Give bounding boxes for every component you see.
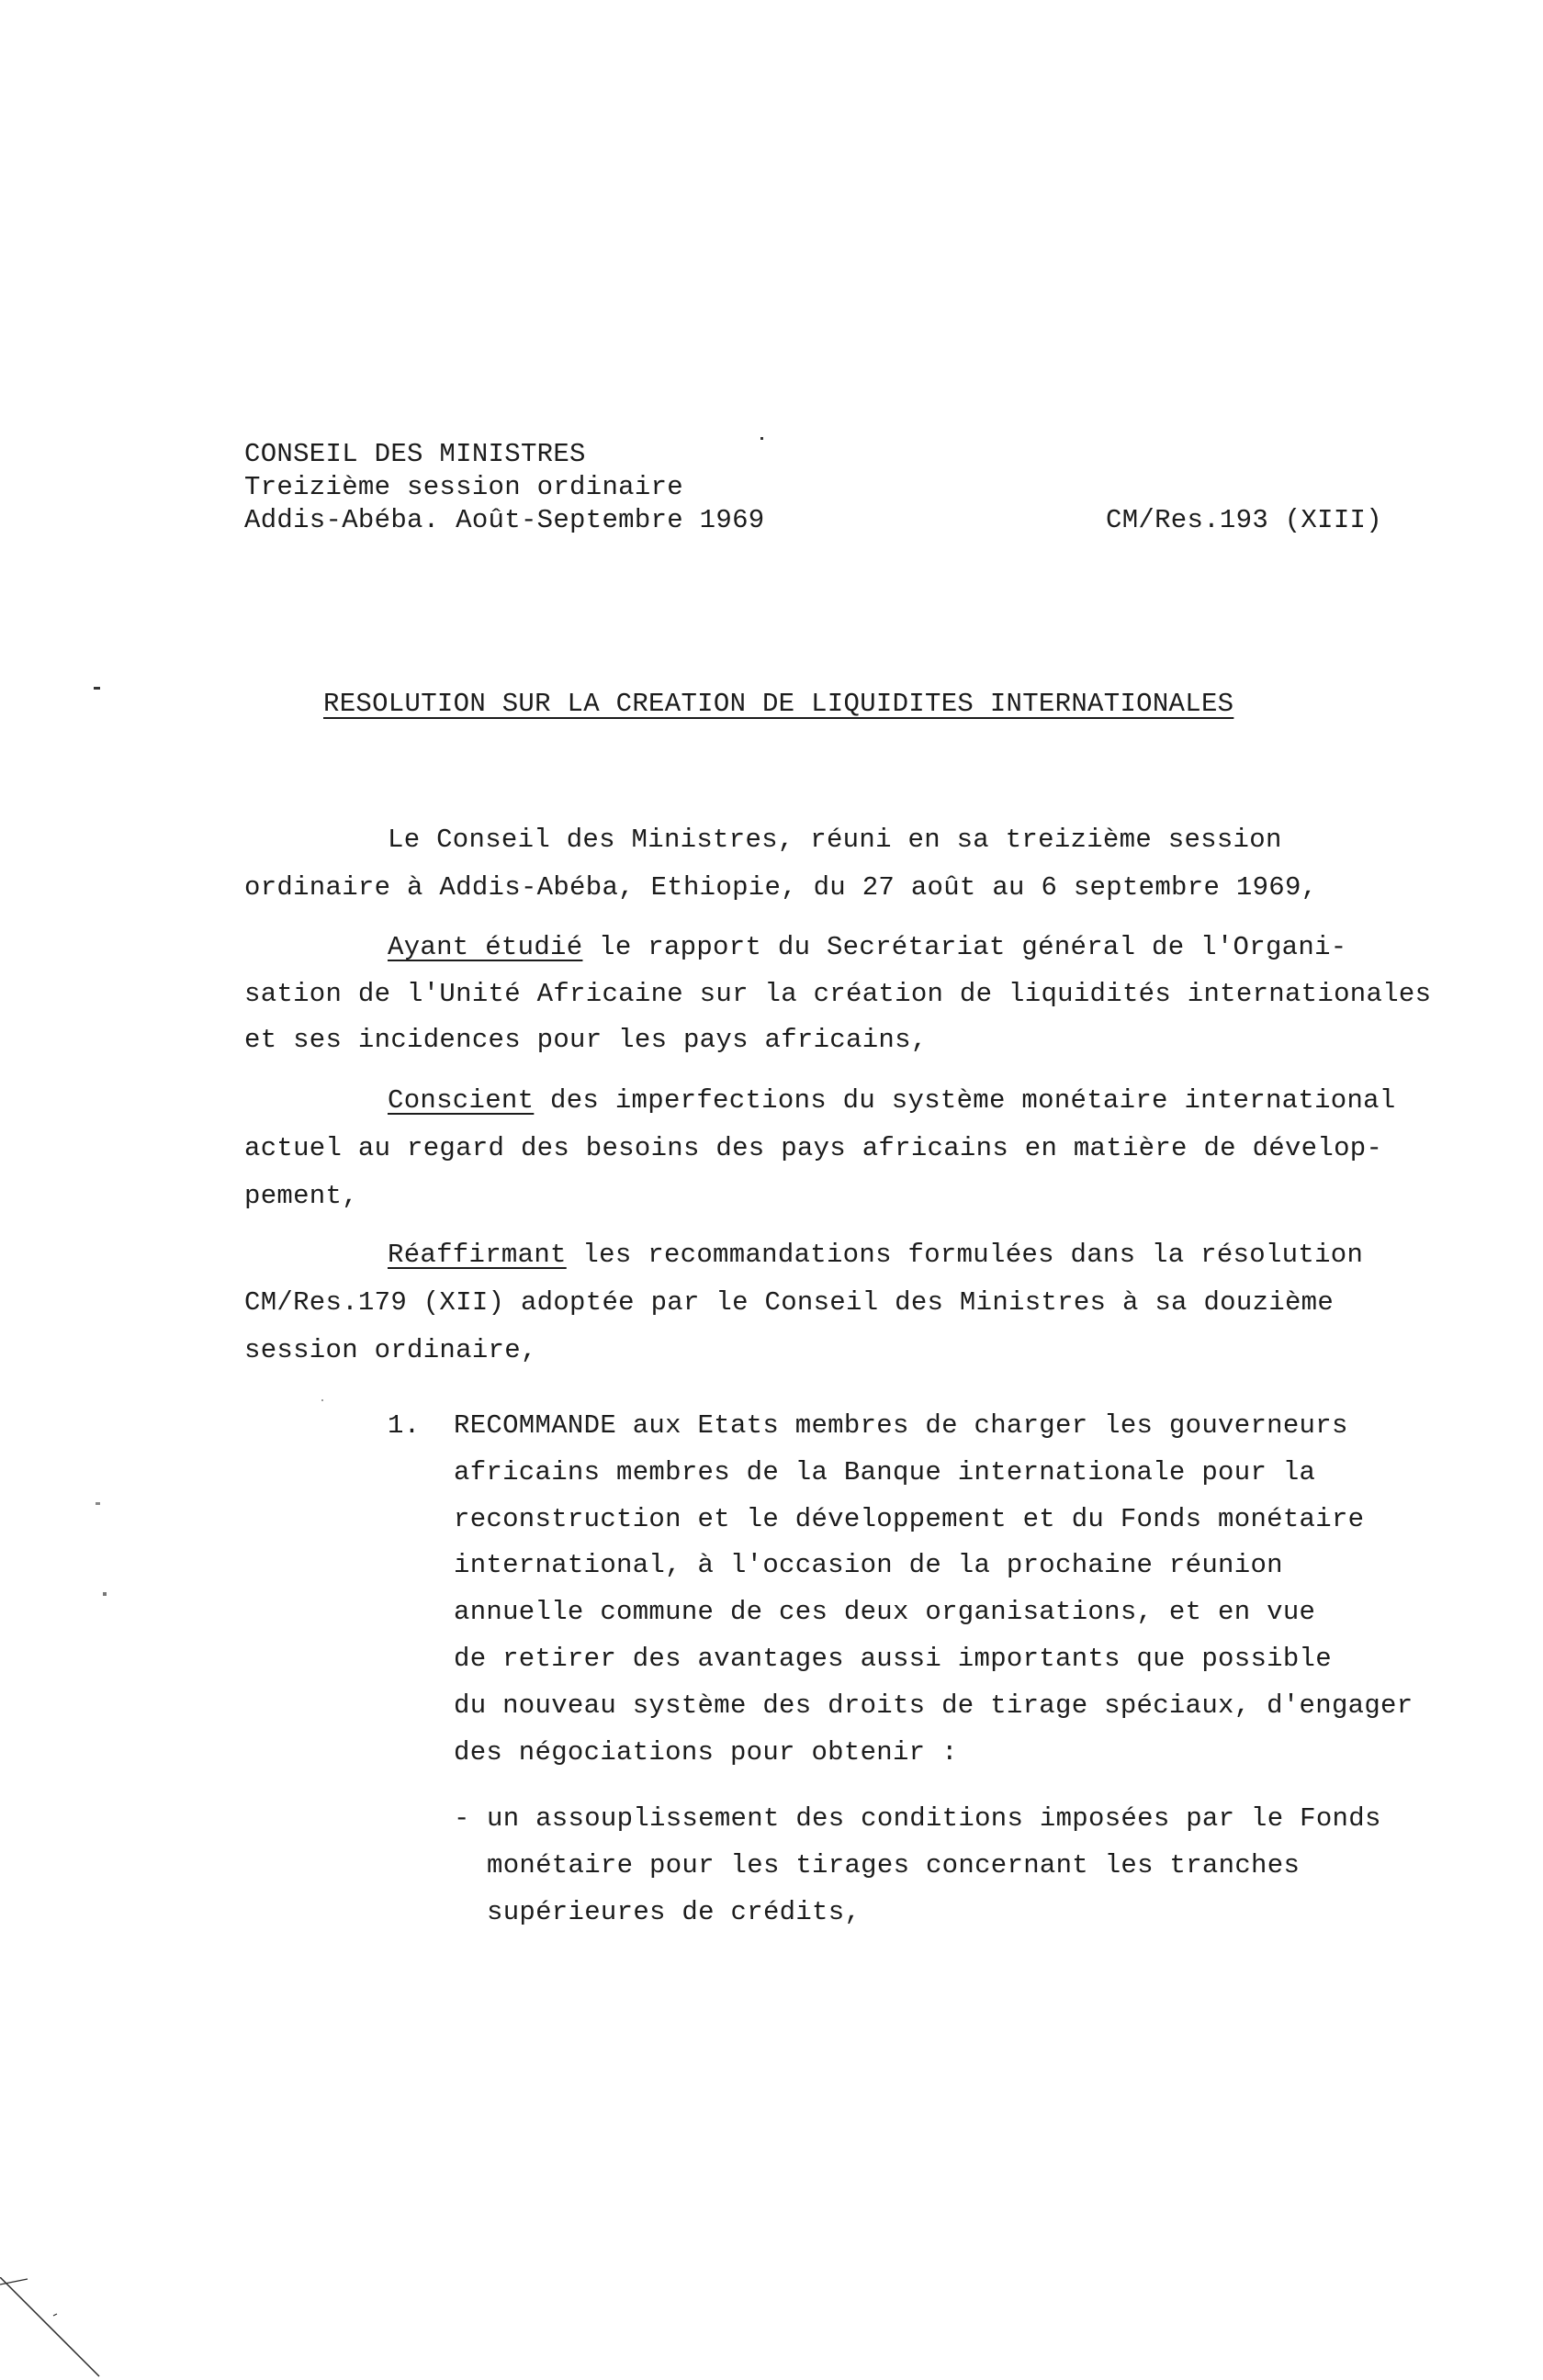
preamble-p1-line2: ordinaire à Addis-Abéba, Ethiopie, du 27 août au 6 septembre 1969, bbox=[244, 872, 1318, 903]
scan-edge-mark bbox=[0, 2277, 110, 2380]
council-name: CONSEIL DES MINISTRES bbox=[244, 439, 586, 469]
preamble-p4-lead: Réaffirmant bbox=[388, 1240, 567, 1270]
preamble-p4-line2: CM/Res.179 (XII) adoptée par le Conseil des Ministres à sa douzième bbox=[244, 1287, 1335, 1318]
session-name: Treizième session ordinaire bbox=[244, 472, 683, 502]
preamble-p4-line1-rest: les recommandations formulées dans la résolution bbox=[566, 1240, 1364, 1270]
operative-item-line: du nouveau système des droits de tirage spéciaux, d'engager bbox=[454, 1690, 1413, 1721]
scan-speck bbox=[321, 1399, 323, 1401]
scan-speck bbox=[94, 687, 100, 690]
operative-item-line: africains membres de la Banque internationale pour la bbox=[454, 1457, 1316, 1488]
operative-item-number: 1. bbox=[388, 1410, 421, 1441]
session-place-date: Addis-Abéba. Août-Septembre 1969 bbox=[244, 505, 765, 535]
preamble-p3-line1-rest: des imperfections du système monétaire international bbox=[534, 1085, 1396, 1116]
operative-item-line: international, à l'occasion de la prochaine réunion bbox=[454, 1550, 1283, 1580]
preamble-p3-line3: pement, bbox=[244, 1181, 358, 1211]
resolution-title: RESOLUTION SUR LA CREATION DE LIQUIDITES INTERNATIONALES bbox=[323, 689, 1234, 719]
preamble-p3-line1 bbox=[388, 1087, 1396, 1114]
bullet-line: un assouplissement des conditions imposées par le Fonds bbox=[487, 1803, 1381, 1834]
bullet-line: monétaire pour les tirages concernant les tranches bbox=[487, 1850, 1301, 1880]
preamble-p4-line1 bbox=[388, 1241, 1363, 1268]
preamble-p2-line2: sation de l'Unité Africaine sur la création de liquidités internationales bbox=[244, 979, 1432, 1009]
bullet-dash: - bbox=[454, 1803, 470, 1834]
resolution-reference: CM/Res.193 (XIII) bbox=[1106, 505, 1382, 535]
preamble-p3-line2: actuel au regard des besoins des pays africains en matière de dévelop- bbox=[244, 1133, 1383, 1163]
operative-item-line: annuelle commune de ces deux organisations, et en vue bbox=[454, 1597, 1316, 1627]
scan-speck bbox=[760, 437, 763, 440]
scan-speck bbox=[96, 1502, 100, 1505]
preamble-p2-lead: Ayant étudié bbox=[388, 932, 583, 962]
operative-item-line: RECOMMANDE aux Etats membres de charger les gouverneurs bbox=[454, 1410, 1348, 1441]
operative-item-line: de retirer des avantages aussi importants que possible bbox=[454, 1644, 1332, 1674]
scan-speck bbox=[103, 1592, 107, 1596]
operative-item-line: reconstruction et le développement et du Fonds monétaire bbox=[454, 1504, 1365, 1534]
preamble-p2-line3: et ses incidences pour les pays africains, bbox=[244, 1025, 928, 1055]
preamble-p2-line1 bbox=[388, 934, 1346, 960]
preamble-p1-line1: Le Conseil des Ministres, réuni en sa treizième session bbox=[388, 825, 1282, 855]
preamble-p2-line1-rest: le rapport du Secrétariat général de l'Organi- bbox=[582, 932, 1347, 962]
operative-item-line: des négociations pour obtenir : bbox=[454, 1737, 958, 1768]
bullet-line: supérieures de crédits, bbox=[487, 1897, 862, 1927]
preamble-p4-line3: session ordinaire, bbox=[244, 1335, 537, 1365]
preamble-p3-lead: Conscient bbox=[388, 1085, 535, 1116]
